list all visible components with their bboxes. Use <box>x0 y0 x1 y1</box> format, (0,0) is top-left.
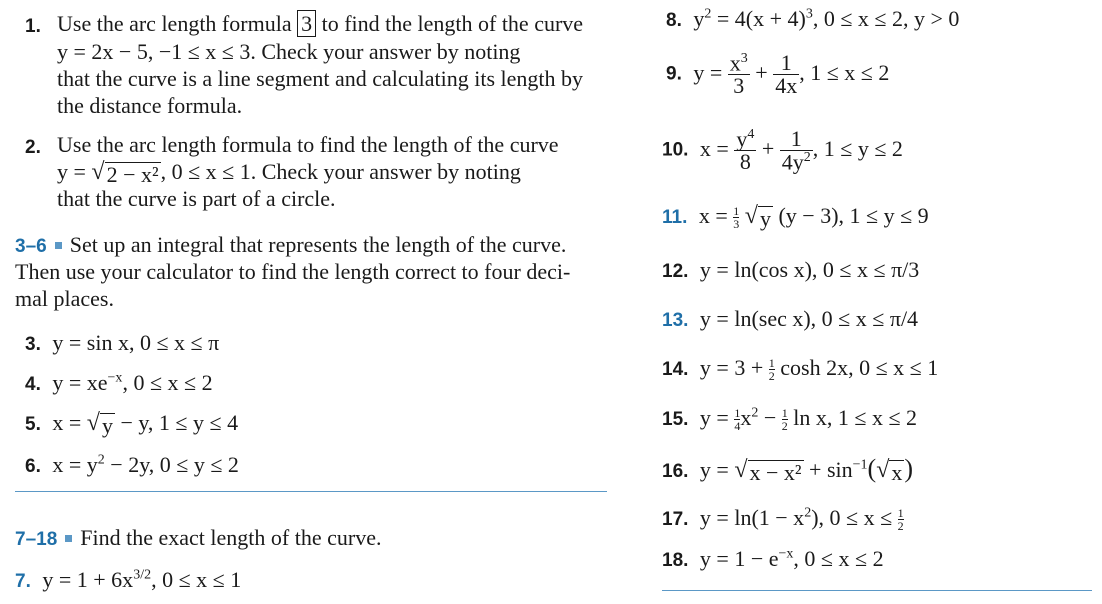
problem-9 <box>666 52 889 97</box>
problem-5 <box>25 410 238 437</box>
problem-16 <box>662 454 913 484</box>
problem-7 <box>15 567 241 593</box>
problem-8 <box>666 6 959 32</box>
problem-expression: y = ln(cos x), 0 ≤ x ≤ π/3 <box>699 257 920 282</box>
fraction: $\frac{1}{3}$ <box>733 204 740 232</box>
problem-14 <box>662 355 938 382</box>
square-root: √ y <box>744 203 771 231</box>
problem-expression: y = $\frac{x^3}{3}$ + $\frac{1}{4x}$ , 1 ≤ x ≤ 2 <box>693 50 890 99</box>
fraction: $\frac{x^3}{3}$ <box>729 50 748 99</box>
problem-expression: y = $\frac{1}{4}$ $x^2$ − $\frac{1}{2}$ ln x, 1 ≤ x ≤ 2 <box>699 405 918 434</box>
problem-expression: y = sin x, 0 ≤ x ≤ π <box>52 330 220 355</box>
problem-number: 9. <box>666 63 682 85</box>
problem-3 <box>25 330 219 356</box>
problem-11 <box>662 203 929 230</box>
problem-number: 16. <box>662 461 689 482</box>
section-heading-line: 3–6 Set up an integral that represents the length of the curve. <box>15 232 567 257</box>
section-divider <box>662 590 1092 591</box>
problem-text-line: Use the arc length formula 3 to find the length of the curve <box>57 11 584 36</box>
problem-expression: $y = 1 + 6x^{3/2}$, 0 ≤ x ≤ 1 <box>42 567 242 592</box>
problem-number: 13. <box>662 310 689 331</box>
section-text-line: mal places. <box>15 286 114 311</box>
section-range: 3–6 <box>15 236 47 257</box>
bullet-square-icon <box>65 535 72 542</box>
problem-text-line: y = 2x − 5, −1 ≤ x ≤ 3. Check your answer by noting <box>57 39 521 64</box>
problem-number: 1. <box>25 16 41 37</box>
bullet-square-icon <box>55 242 62 249</box>
problem-text-line: that the curve is a line segment and calculating its length by <box>57 66 584 91</box>
problem-expression: $y = \ln(1 - x^2)$, 0 ≤ x ≤ $\frac{1}{2}$ <box>699 505 904 534</box>
problem-10 <box>662 128 903 173</box>
problem-number: 12. <box>662 261 689 282</box>
fraction: $\frac{y^4}{8}$ <box>736 126 755 175</box>
problem-number: 14. <box>662 359 689 380</box>
problem-13 <box>662 306 918 332</box>
section-range: 7–18 <box>15 529 58 550</box>
fraction: $\frac{1}{2}$ <box>781 406 788 434</box>
problem-number: 15. <box>662 409 689 430</box>
formula-reference: 3 <box>297 10 316 37</box>
problem-number: 11. <box>662 207 688 228</box>
problem-expression: $y^2 = 4(x + 4)^3$, 0 ≤ x ≤ 2, y > 0 <box>693 6 960 31</box>
section-7-18-instructions: 7–18 Find the exact length of the curve. <box>15 525 382 550</box>
problem-17 <box>662 505 904 532</box>
problem-text-line: the distance formula. <box>57 93 243 118</box>
problem-6 <box>25 452 239 478</box>
problem-number: 6. <box>25 456 41 477</box>
fraction: $\frac{1}{2}$ <box>897 506 904 534</box>
problem-number: 17. <box>662 509 689 530</box>
problem-expression: x = $\frac{y^4}{8}$ + $\frac{1}{4y^2}$ , 1 ≤ y ≤ 2 <box>699 126 903 175</box>
problem-number: 4. <box>25 374 41 395</box>
problem-expression: x = $\frac{1}{3}$ √ y (y − 3), 1 ≤ y ≤ 9 <box>698 203 929 232</box>
problem-number: 5. <box>25 414 41 435</box>
problem-number: 2. <box>25 137 41 158</box>
problem-expression: $y = 1 - e^{-x}$, 0 ≤ x ≤ 2 <box>699 546 884 571</box>
problem-expression: y = ln(sec x), 0 ≤ x ≤ π/4 <box>699 306 919 331</box>
fraction: $\frac{1}{4}$ <box>734 406 741 434</box>
square-root: √ y <box>86 410 113 438</box>
problem-text-line: y = √ 2 − x² , 0 ≤ x ≤ 1. Check your answer by noting <box>57 159 521 187</box>
square-root: √ 2 − x² <box>91 159 159 187</box>
problem-number: 18. <box>662 550 689 571</box>
fraction: $\frac{1}{4y^2}$ <box>781 126 811 175</box>
problem-number: 3. <box>25 334 41 355</box>
section-divider <box>15 491 607 492</box>
problem-number: 8. <box>666 10 682 31</box>
problem-18 <box>662 546 884 572</box>
problem-text-line: Use the arc length formula to find the length of the curve <box>57 132 559 157</box>
fraction: $\frac{1}{2}$ <box>768 356 775 384</box>
problem-expression: y = √ x − x² + $\sin^{-1}$( √ x ) <box>699 454 914 485</box>
section-text-line: Then use your calculator to find the length correct to four deci- <box>15 259 571 284</box>
problem-expression: y = 3 + $\frac{1}{2}$ cosh 2x, 0 ≤ x ≤ 1 <box>699 355 939 384</box>
problem-expression: $y = xe^{-x}$, 0 ≤ x ≤ 2 <box>52 370 213 395</box>
problem-expression: $x = y^2 - 2y$, 0 ≤ y ≤ 2 <box>52 452 239 477</box>
problem-number: 10. <box>662 139 689 161</box>
problem-15 <box>662 405 917 432</box>
problem-12 <box>662 257 919 283</box>
square-root: √ x <box>876 457 903 485</box>
fraction: $\frac{1}{4x}$ <box>775 50 798 99</box>
square-root: √ x − x² <box>734 457 802 485</box>
problem-text-line: that the curve is part of a circle. <box>57 186 336 211</box>
problem-number: 7. <box>15 571 31 592</box>
problem-expression: x = √ y − y, 1 ≤ y ≤ 4 <box>52 410 239 438</box>
problem-4 <box>25 370 213 396</box>
